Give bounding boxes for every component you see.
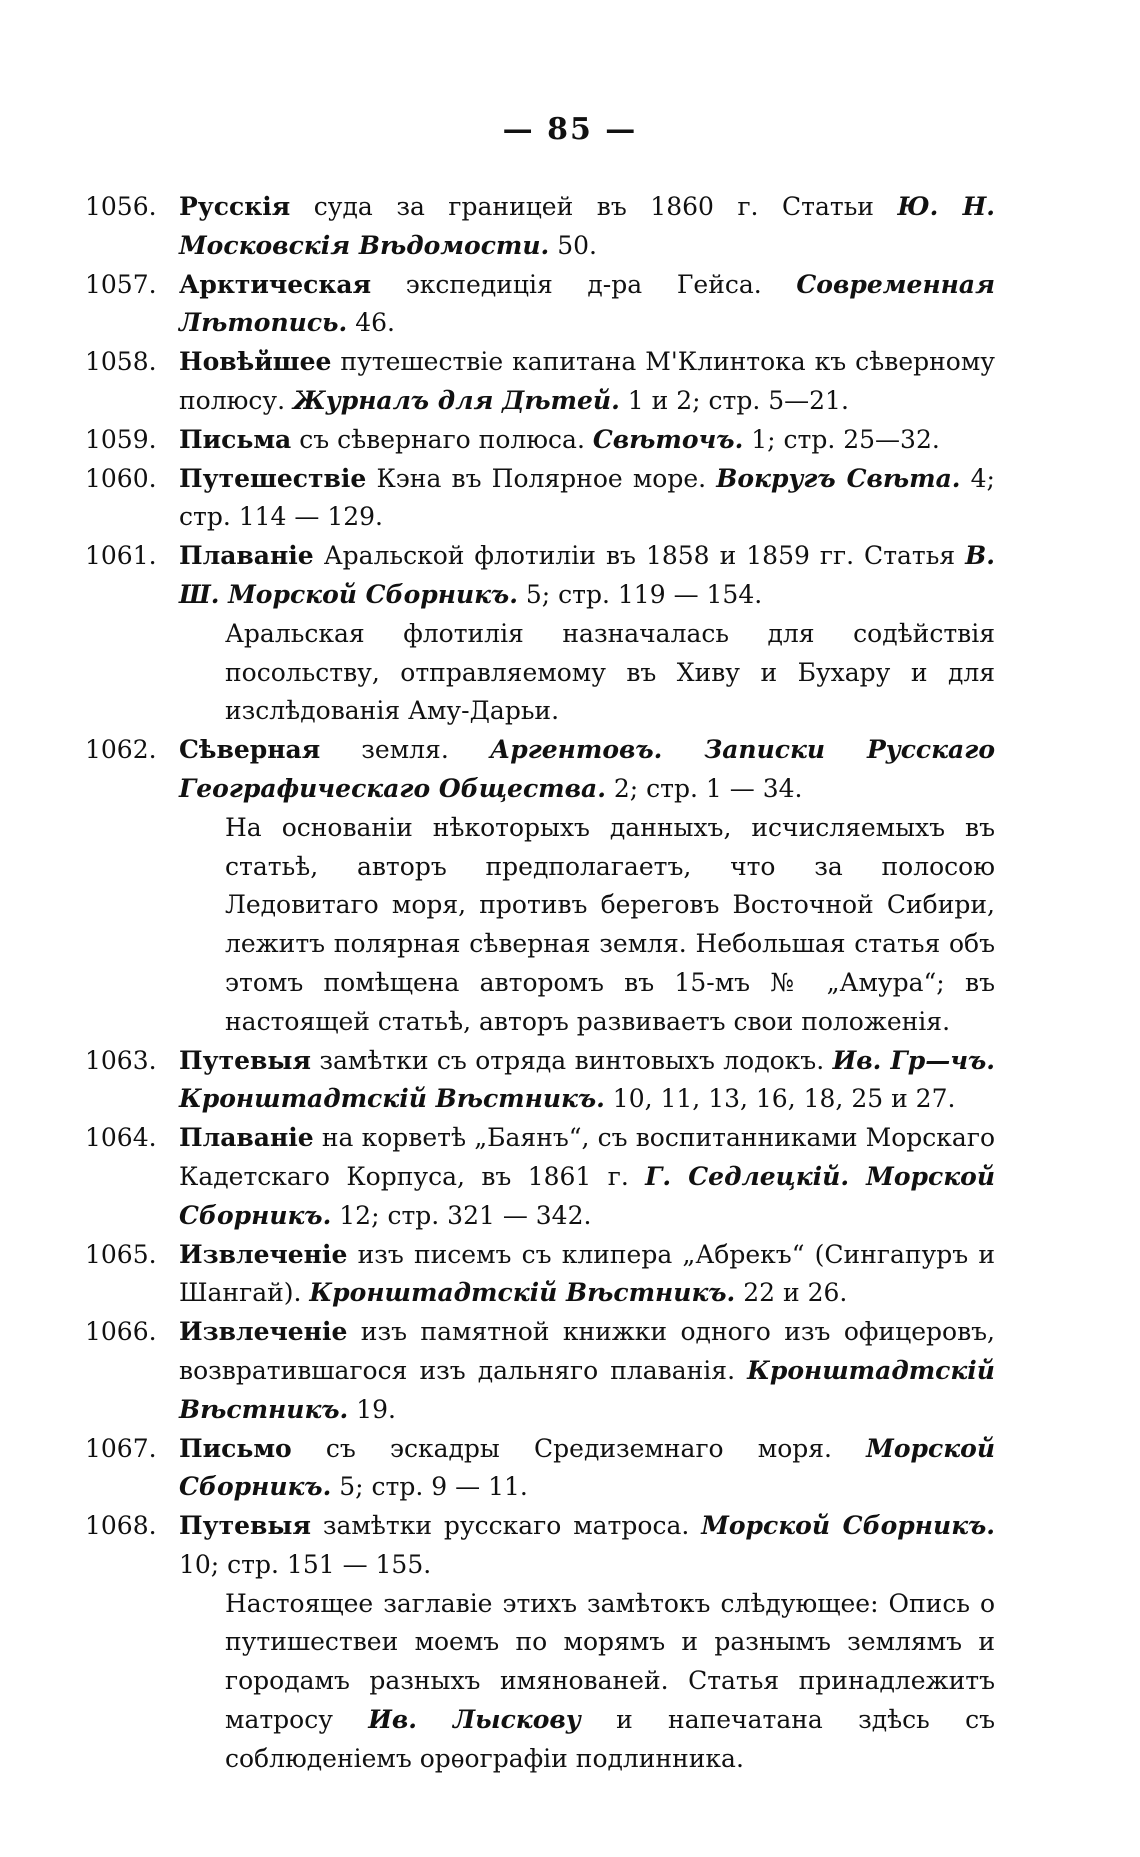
entry-pages: 22 и 26.: [735, 1278, 848, 1308]
entry-title: Извлеченіе: [179, 1239, 348, 1269]
entry-pages: 5; стр. 9 — 11.: [331, 1472, 528, 1502]
entry-number: 1063.: [85, 1045, 157, 1075]
bibliography-entry: [85, 537, 995, 731]
entry-title: Письмо: [179, 1433, 292, 1463]
entry-number: 1057.: [85, 269, 157, 299]
entry-number: 1062.: [85, 735, 157, 765]
entry-source: Морской Сборникъ.: [701, 1511, 995, 1541]
entry-number: 1059.: [85, 424, 157, 454]
entry-title: Плаваніе: [179, 1123, 314, 1153]
bibliography-entry: [85, 421, 995, 460]
entry-number: 1067.: [85, 1433, 157, 1463]
entry-text: суда за границей въ 1860 г. Статьи: [290, 192, 898, 221]
entry-title: Письма: [179, 424, 292, 454]
note-author: Ив. Лыскову: [368, 1705, 581, 1735]
entry-text: на корветѣ „Баянъ“, съ воспитанниками Морскаго Кадетскаго Корпуса, въ 1861 г.: [179, 1123, 995, 1191]
entry-source: Ю. Н. Московскія Вѣдомости.: [179, 192, 995, 260]
entry-note: [179, 1585, 995, 1779]
entry-pages: 46.: [347, 308, 395, 338]
entry-number: 1065.: [85, 1239, 157, 1269]
entry-text: экспедиція д-ра Гейса.: [371, 269, 797, 299]
bibliography-entry: [85, 1236, 995, 1314]
entry-title: Сѣверная: [179, 735, 321, 765]
entry-title: Путевыя: [179, 1511, 311, 1541]
entry-title: Арктическая: [179, 269, 372, 299]
entry-text: замѣтки русскаго матроса.: [310, 1511, 702, 1541]
entry-text: изъ памятной книжки одного изъ офицеровъ, возвратившагося изъ дальняго плаванія.: [179, 1317, 995, 1385]
bibliography-entry: [85, 266, 995, 344]
bibliography-entry: [85, 1313, 995, 1429]
bibliography-entry: [85, 188, 995, 266]
entry-number: 1064.: [85, 1123, 157, 1153]
entry-title: Плаваніе: [179, 541, 314, 571]
entry-pages: 1 и 2; стр. 5—21.: [619, 385, 849, 415]
entry-pages: 10; стр. 151 — 155.: [179, 1549, 432, 1579]
entry-pages: 10, 11, 13, 16, 18, 25 и 27.: [604, 1084, 956, 1114]
entry-source: Вокругъ Свѣта.: [716, 463, 961, 493]
entry-pages: 2; стр. 1 — 34.: [605, 773, 803, 803]
entry-number: 1061.: [85, 541, 157, 571]
entry-text: Кэна въ Полярное море.: [366, 463, 717, 493]
entry-text: земля.: [320, 735, 490, 765]
bibliography-entry: [85, 1430, 995, 1508]
entry-text: изъ писемъ съ клипера „Абрекъ“ (Сингапуръ и Шангай).: [179, 1239, 995, 1308]
entry-source: Ив. Гр—чъ. Кронштадтскій Вѣстникъ.: [179, 1045, 995, 1114]
entry-pages: 50.: [549, 230, 597, 260]
entry-number: 1060.: [85, 463, 157, 493]
entry-title: Путевыя: [179, 1045, 311, 1075]
entry-pages: 19.: [348, 1394, 396, 1424]
entry-title: Русскія: [179, 192, 291, 221]
entry-text: замѣтки съ отряда винтовыхъ лодокъ.: [310, 1045, 833, 1075]
entry-title: Извлеченіе: [179, 1317, 348, 1347]
note-text: и напечатана здѣсь съ соблюденіемъ орѳографіи подлинника.: [225, 1705, 995, 1773]
entry-number: 1056.: [85, 192, 157, 221]
entry-source: Кронштадтскій Вѣстникъ.: [179, 1355, 995, 1424]
entry-text: съ эскадры Средиземнаго моря.: [291, 1433, 867, 1463]
bibliography-entry: [85, 1119, 995, 1235]
bibliography-list: [85, 188, 995, 1779]
entry-pages: 5; стр. 119 — 154.: [517, 579, 763, 609]
entry-note: Аральская флотилія назначалась для содѣйствія посольству, отправляемому въ Хиву и Бухару и для изслѣдованія Аму-Дарьи.: [225, 618, 995, 726]
bibliography-entry: [85, 731, 995, 1041]
entry-title: Новѣйшее: [179, 347, 332, 377]
bibliography-entry: [85, 460, 995, 538]
entry-source: Журналъ для Дѣтей.: [292, 385, 620, 415]
bibliography-entry: [85, 343, 995, 421]
entry-text: путешествіе капитана М'Клинтока къ сѣверному полюсу.: [179, 347, 995, 415]
entry-source: Морской Сборникъ.: [179, 1433, 995, 1502]
entry-source: Современная Лѣтопись.: [179, 269, 995, 338]
entry-text: съ сѣвернаго полюса.: [291, 424, 593, 454]
entry-note: На основаніи нѣкоторыхъ данныхъ, исчисляемыхъ въ статьѣ, авторъ предполагаетъ, что за полосою Ледовитаго моря, противъ береговъ Восточной Сибири, лежитъ полярная сѣверная земля. Небольшая статья объ этомъ помѣщена авторомъ въ 15-мъ № „Амура“; въ настоящей статьѣ, авторъ развиваетъ свои положенія.: [225, 812, 995, 1036]
entry-source: Кронштадтскій Вѣстникъ.: [309, 1278, 736, 1308]
entry-number: 1058.: [85, 347, 157, 377]
entry-source: Аргентовъ. Записки Русскаго Географическаго Общества.: [179, 735, 995, 803]
note-text: Настоящее заглавіе этихъ замѣтокъ слѣдующее: Опись о путишествеи моемъ по морямъ и разнымъ землямъ и городамъ разныхъ имянованей. Статья принадлежитъ матросу: [225, 1588, 995, 1735]
entry-title: Путешествіе: [179, 463, 367, 493]
entry-pages: 12; стр. 321 — 342.: [331, 1200, 592, 1230]
entry-source: В. Ш. Морской Сборникъ.: [179, 541, 995, 609]
entry-pages: 4; стр. 114 — 129.: [179, 463, 995, 532]
bibliography-entry: [85, 1042, 995, 1120]
entry-text: Аральской флотиліи въ 1858 и 1859 гг. Статья: [313, 541, 966, 571]
entry-source: Свѣточъ.: [592, 424, 744, 454]
entry-source: Г. Седлецкій. Морской Сборникъ.: [179, 1161, 995, 1230]
bibliography-entry: [85, 1507, 995, 1779]
entry-number: 1066.: [85, 1317, 157, 1347]
entry-pages: 1; стр. 25—32.: [743, 424, 940, 454]
entry-number: 1068.: [85, 1511, 157, 1541]
page-number: — 85 —: [502, 112, 638, 147]
